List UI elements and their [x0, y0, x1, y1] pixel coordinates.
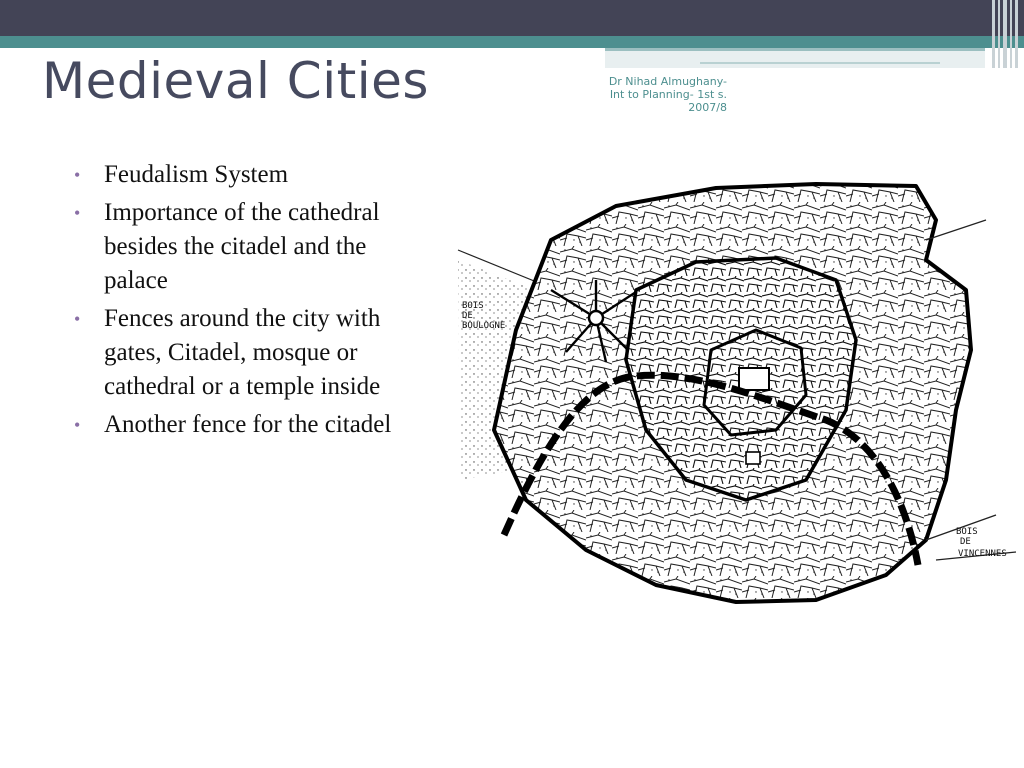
map-label-east: BOIS	[956, 527, 978, 537]
bullet-item	[74, 158, 450, 192]
corner-decoration	[988, 0, 1024, 68]
map-label-west: DE	[462, 311, 473, 321]
bullet-line: Another fence for the citadel	[104, 411, 392, 438]
bullet-list	[74, 158, 450, 446]
accent-line	[605, 48, 985, 51]
map-label-east: VINCENNES	[958, 549, 1007, 559]
author-note	[560, 75, 727, 114]
bullet-line: Fences around the city with	[104, 305, 381, 332]
accent-line	[700, 62, 940, 64]
top-banner	[0, 0, 1024, 36]
accent-strip	[605, 48, 985, 68]
bullet-item	[74, 408, 450, 442]
map-label-west: BOIS	[462, 301, 484, 311]
map-label-west: BOULOGNE	[462, 321, 506, 331]
city-map-illustration	[456, 180, 1022, 610]
bullet-line: Importance of the cathedral	[104, 199, 380, 226]
bullet-icon: •	[74, 165, 81, 185]
bullet-icon: •	[74, 203, 81, 223]
bullet-item	[74, 196, 450, 298]
map-label-east: DE	[960, 537, 971, 547]
slide-title: Medieval Cities	[42, 52, 429, 110]
bullet-icon: •	[74, 309, 81, 329]
author-line: 2007/8	[688, 101, 727, 114]
teal-band	[0, 36, 1024, 48]
medieval-city-map	[456, 180, 1022, 610]
bullet-line: palace	[104, 267, 168, 294]
bullet-line: Feudalism System	[104, 161, 289, 188]
bullet-line: besides the citadel and the	[104, 233, 367, 260]
bullet-icon: •	[74, 415, 81, 435]
author-line: Int to Planning- 1st s.	[609, 88, 727, 101]
bullet-line: cathedral or a temple inside	[104, 373, 381, 400]
author-line: Dr Nihad Almughany-	[608, 75, 727, 88]
bullet-item	[74, 302, 450, 404]
bullet-line: gates, Citadel, mosque or	[104, 339, 358, 366]
